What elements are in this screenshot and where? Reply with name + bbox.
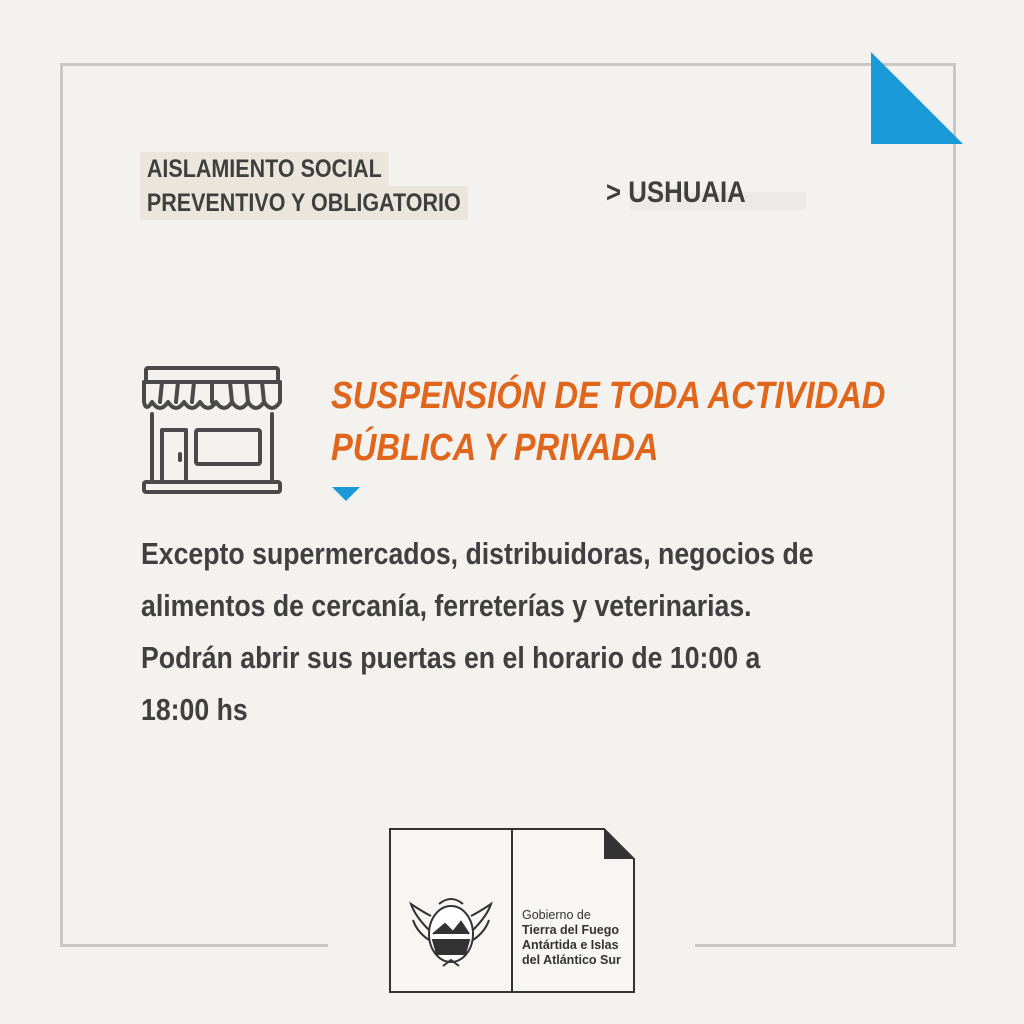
government-name-line1: Gobierno de	[522, 908, 591, 922]
campaign-title	[140, 152, 468, 220]
government-name-line4: del Atlántico Sur	[522, 953, 621, 967]
notice-body-line1: Excepto supermercados, distribuidoras, negocios de	[141, 536, 814, 571]
government-name	[522, 908, 621, 968]
notice-headline	[331, 370, 885, 474]
notice-body-line4: 18:00 hs	[141, 692, 248, 727]
notice-headline-line2: PÚBLICA Y PRIVADA	[331, 427, 659, 469]
government-name-line3: Antártida e Islas	[522, 938, 619, 952]
campaign-title-line2: PREVENTIVO Y OBLIGATORIO	[140, 186, 468, 220]
frame-top-border	[60, 63, 956, 66]
location-label: > USHUAIA	[606, 176, 746, 209]
government-name-line2: Tierra del Fuego	[522, 923, 620, 937]
campaign-title-line1: AISLAMIENTO SOCIAL	[140, 152, 389, 186]
frame-right-border	[953, 63, 956, 947]
blue-pointer-icon	[332, 487, 360, 501]
notice-body-line3: Podrán abrir sus puertas en el horario de 10:00 a	[141, 640, 761, 675]
notice-headline-line1: SUSPENSIÓN DE TODA ACTIVIDAD	[331, 375, 886, 417]
frame-bottom-right-border	[695, 944, 956, 947]
corner-triangle-decoration	[871, 52, 963, 144]
store-icon	[140, 366, 284, 496]
frame-left-border	[60, 63, 63, 947]
notice-body	[141, 528, 855, 736]
frame-bottom-left-border	[60, 944, 328, 947]
notice-body-line2: alimentos de cercanía, ferreterías y veterinarias.	[141, 588, 752, 623]
